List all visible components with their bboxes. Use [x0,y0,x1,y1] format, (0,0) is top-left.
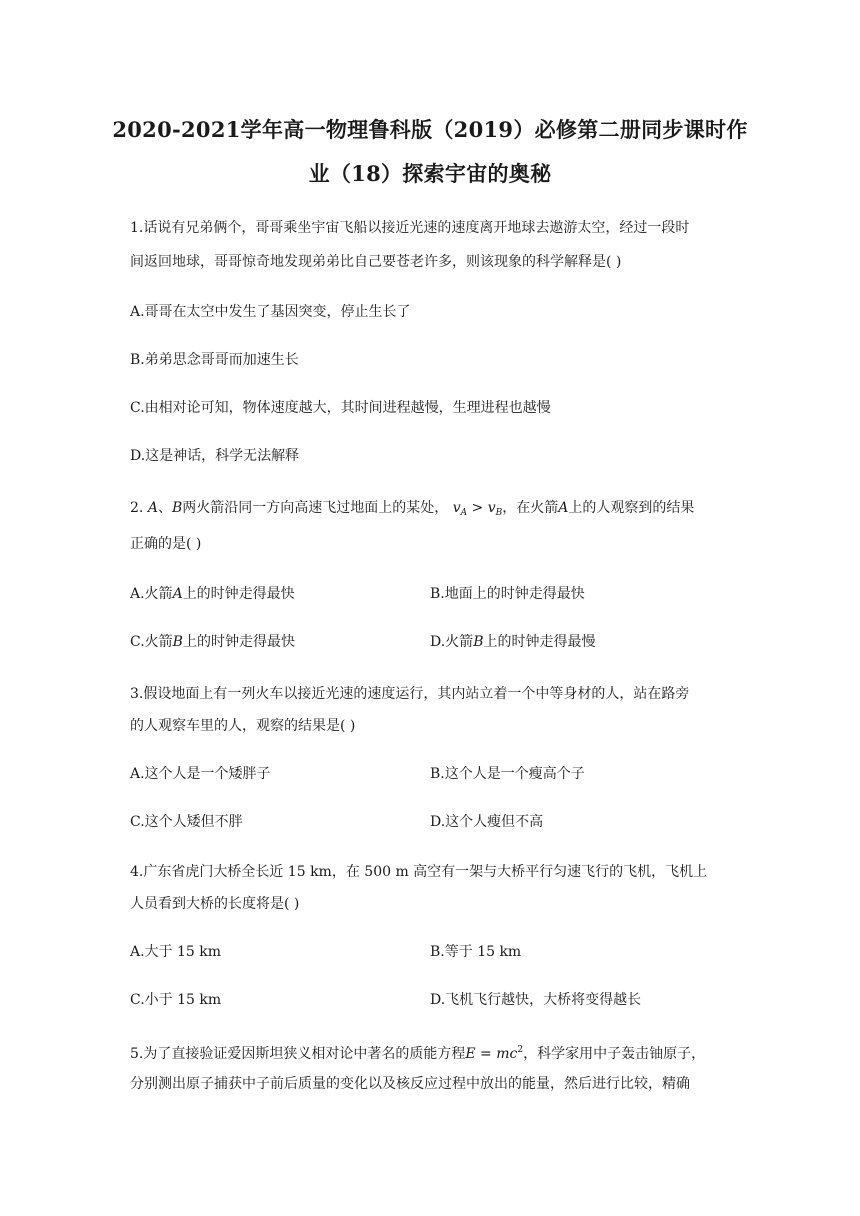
q2-option-c-post: 上的时钟走得最快 [182,634,295,650]
q1-option-c: C.由相对论可知，物体速度越大，其时间进程越慢，生理进程也越慢 [130,400,551,416]
q2-stem-line-1 [130,498,730,523]
q2-option-a [130,584,295,604]
q2-text-3: 上的人观察到的结果 [568,500,695,516]
q3-option-c: C.这个人矮但不胖 [130,814,243,830]
q3-stem-line-2: 的人观察车里的人，观察的结果是( ) [130,718,356,734]
q1-option-b: B.弟弟思念哥哥而加速生长 [130,352,299,368]
q2-velocity-inequality [448,500,502,516]
q2-var-a: A [147,500,158,516]
q4-option-c: C.小于 15 km [130,992,222,1008]
q2-option-d-pre: D.火箭 [430,634,474,650]
q2-option-a-post: 上的时钟走得最快 [182,586,295,602]
q2-number: 2. [130,500,144,516]
q5-text-1: 5.为了直接验证爱因斯坦狭义相对论中著名的质能方程 [130,1046,466,1062]
q5-text-2: ，科学家用中子轰击铀原子， [523,1046,706,1062]
q2-math-v-1: v [452,500,461,516]
q3-option-d: D.这个人瘦但不高 [430,814,544,830]
q4-option-b: B.等于 15 km [430,944,522,960]
q2-text-2: ，在火箭 [502,500,559,516]
q2-option-b: B.地面上的时钟走得最快 [430,586,585,602]
q2-var-a-2: A [558,500,569,516]
q5-math-mc: mc [496,1046,518,1062]
q2-math-gt: > [467,500,488,516]
q5-math-eq: = [475,1046,497,1062]
q2-text-1: 两火箭沿同一方向高速飞过地面上的某处， [182,500,449,516]
q1-option-a: A.哥哥在太空中发生了基因突变，停止生长了 [130,304,411,320]
q3-option-a: A.这个人是一个矮胖子 [130,766,271,782]
q1-option-d: D.这是神话，科学无法解释 [130,448,300,464]
q2-math-sub-a: A [460,508,468,518]
q4-stem-line-1: 4.广东省虎门大桥全长近 15 km，在 500 m 高空有一架与大桥平行匀速飞行的飞机，飞机上 [130,864,708,880]
q2-option-c-var: B [172,634,183,650]
q2-option-a-pre: A.火箭 [130,586,173,602]
q2-option-d-post: 上的时钟走得最慢 [483,634,596,650]
document-title-line-2: 业（18）探索宇宙的奥秘 [308,161,552,186]
q2-stem-line-2: 正确的是( ) [130,536,202,552]
q2-separator: 、 [157,500,172,516]
q2-math-v-2: v [487,500,496,516]
q2-option-a-var: A [172,586,183,602]
q4-option-a: A.大于 15 km [130,944,222,960]
q5-stem-line-2: 分别测出原子捕获中子前后质量的变化以及核反应过程中放出的能量，然后进行比较，精确 [130,1076,690,1092]
q4-stem-line-2: 人员看到大桥的长度将是( ) [130,896,300,912]
q2-option-c [130,632,295,652]
q2-var-b: B [171,500,183,516]
q1-stem-line-2: 间返回地球，哥哥惊奇地发现弟弟比自己要苍老许多，则该现象的科学解释是( ) [130,254,622,270]
q2-option-d-var: B [473,634,484,650]
q2-math-sub-b: B [495,508,503,518]
q3-option-b: B.这个人是一个瘦高个子 [430,766,585,782]
document-title-line-1: 2020-2021学年高一物理鲁科版（2019）必修第二册同步课时作 [112,117,748,142]
q5-mass-energy-equation [465,1046,523,1062]
q5-math-sup: 2 [517,1045,524,1055]
q2-option-c-pre: C.火箭 [130,634,173,650]
q1-stem-line-1: 1.话说有兄弟俩个，哥哥乘坐宇宙飞船以接近光速的速度离开地球去遨游太空，经过一段时 [130,220,690,236]
q2-option-d [430,632,595,652]
q5-math-e: E [465,1046,476,1062]
q3-stem-line-1: 3.假设地面上有一列火车以接近光速的速度运行，其内站立着一个中等身材的人，站在路旁 [130,686,690,702]
q5-stem-line-1 [130,1040,730,1064]
q4-option-d: D.飞机飞行越快，大桥将变得越长 [430,992,642,1008]
